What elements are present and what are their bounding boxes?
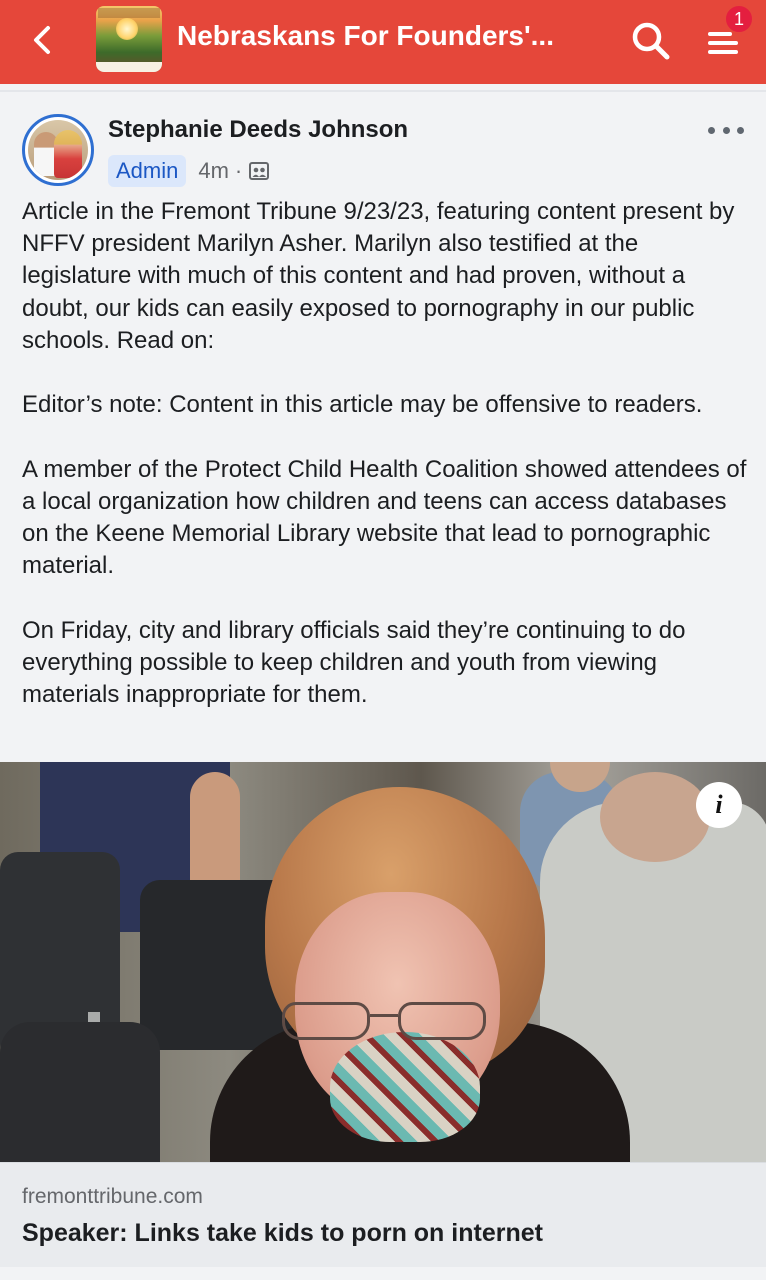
post-paragraph: Article in the Fremont Tribune 9/23/23, featuring content present by NFFV president Marilyn Asher. Marilyn also testified at the legislature with much of this content and had proven, without a doubt, our kids can easily exposed to pornography in our public schools. Read on:: [22, 198, 735, 354]
info-icon[interactable]: i: [696, 782, 742, 828]
post-paragraph: On Friday, city and library officials said they’re continuing to do everything possible to keep children and youth from viewing materials inappropriate for them.: [22, 616, 686, 708]
top-bar: [0, 0, 766, 84]
post-paragraph: A member of the Protect Child Health Coalition showed attendees of a local organization how children and teens can access databases on the Keene Memorial Library website that lead to pornographic material.: [22, 455, 747, 580]
more-dot: [723, 127, 730, 134]
post-paragraph: Editor’s note: Content in this article may be offensive to readers.: [22, 391, 703, 419]
link-preview-caption[interactable]: [0, 1162, 766, 1267]
post-time[interactable]: 4m: [198, 158, 229, 183]
more-options-button[interactable]: [708, 118, 744, 142]
link-domain: fremonttribune.com: [22, 1185, 203, 1208]
meta-separator: ·: [234, 158, 243, 183]
chevron-left-icon: [32, 25, 52, 55]
group-name[interactable]: Nebraskans For Founders'...: [177, 20, 554, 51]
author-name[interactable]: Stephanie Deeds Johnson: [108, 116, 409, 143]
notification-badge: 1: [724, 4, 754, 34]
link-title[interactable]: Speaker: Links take kids to porn on internet: [22, 1219, 543, 1247]
group-cover-thumbnail[interactable]: [96, 6, 162, 72]
link-preview-image[interactable]: [0, 762, 766, 1162]
admin-badge: Admin: [108, 155, 186, 187]
search-button[interactable]: [628, 18, 674, 64]
more-horizontal-icon: [708, 127, 715, 134]
post-body: [22, 196, 752, 711]
more-dot: [737, 127, 744, 134]
group-audience-icon: [248, 160, 270, 182]
search-icon: [628, 18, 674, 64]
back-button[interactable]: [22, 18, 62, 62]
post-card: [0, 90, 766, 1265]
post-meta: [108, 154, 270, 188]
author-avatar[interactable]: [22, 114, 94, 186]
